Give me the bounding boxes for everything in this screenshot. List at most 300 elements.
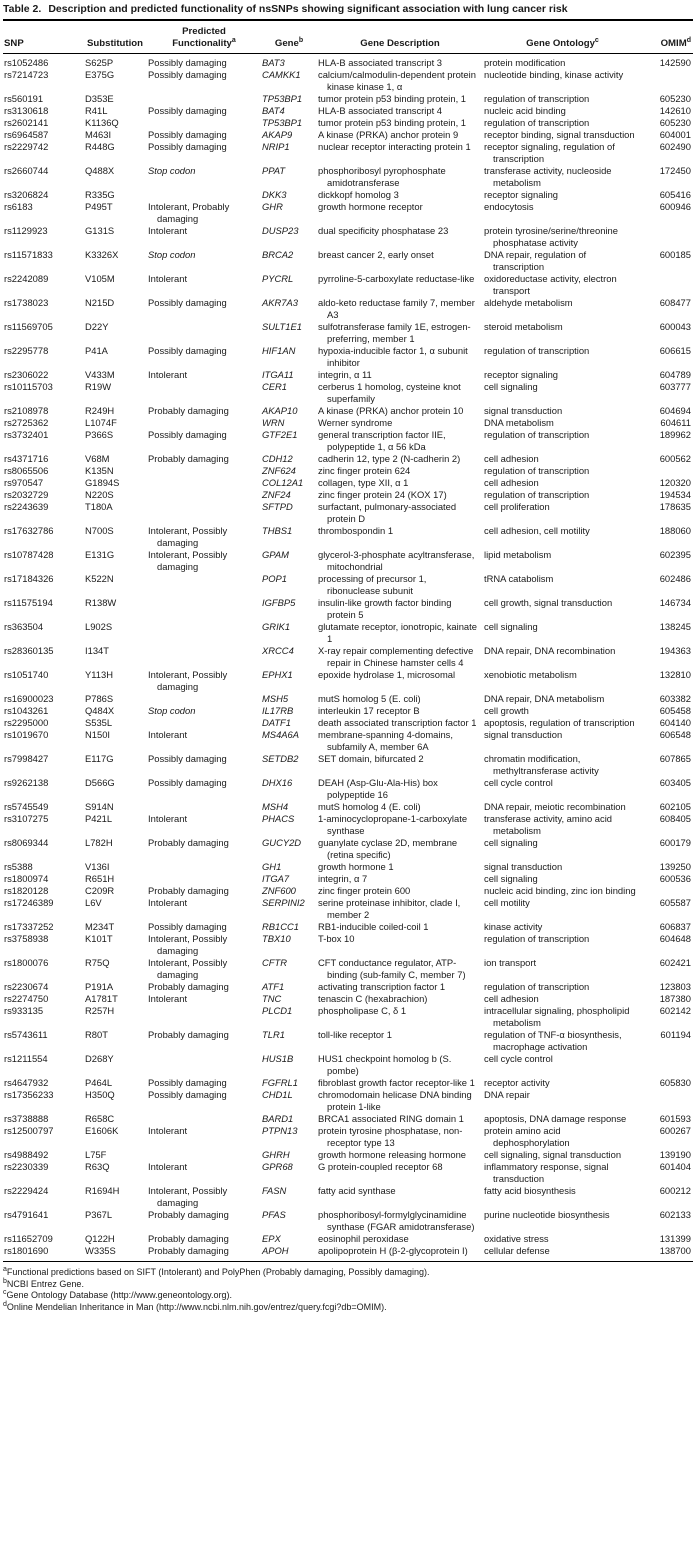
cell-desc: hypoxia-inducible factor 1, α subunit inhibitor	[318, 345, 468, 368]
cell-omim	[642, 273, 693, 297]
cell-snp: rs5745549	[4, 801, 49, 812]
cell-sub: P366S	[85, 429, 114, 440]
cell-desc: processing of precursor 1, ribonuclease subunit	[318, 573, 427, 596]
cell-snp: rs8069344	[4, 837, 49, 848]
table-row	[3, 189, 693, 201]
table-row	[3, 1125, 693, 1149]
cell-snp: rs3107275	[4, 813, 49, 824]
cell-sub: K101T	[85, 933, 113, 944]
cell-sub: R651H	[85, 873, 115, 884]
cell-snp: rs11569705	[4, 321, 53, 332]
cell-omim: 605458	[659, 705, 691, 716]
cell-onto: steroid metabolism	[484, 321, 563, 332]
cell-snp: rs2243639	[4, 501, 49, 512]
snp-table	[3, 21, 693, 1257]
cell-snp: rs11571833	[4, 249, 53, 260]
cell-desc: breast cancer 2, early onset	[318, 249, 434, 260]
footnote-marker: a	[3, 1266, 7, 1273]
cell-omim: 146734	[659, 597, 691, 608]
cell-snp: rs7998427	[4, 753, 49, 764]
cell-snp: rs2660744	[4, 165, 49, 176]
cell-sub: G1894S	[85, 477, 120, 488]
cell-snp: rs8065506	[4, 465, 49, 476]
cell-func	[147, 189, 261, 201]
table-row	[3, 1233, 693, 1245]
cell-func: Possibly damaging	[148, 129, 227, 140]
cell-onto: cell proliferation	[484, 501, 550, 512]
table-row	[3, 54, 693, 70]
column-label: SNP	[4, 37, 24, 49]
cell-sub: L902S	[85, 621, 113, 632]
cell-func: Intolerant	[148, 273, 188, 284]
cell-func: Possibly damaging	[148, 1077, 227, 1088]
cell-gene: SERPINI2	[262, 897, 305, 908]
column-label: Predicted Functionality	[172, 26, 232, 49]
cell-sub: N220S	[85, 489, 114, 500]
cell-func: Intolerant	[148, 369, 188, 380]
cell-func	[147, 573, 261, 597]
cell-omim: 600212	[659, 1185, 691, 1196]
cell-snp: rs9262138	[4, 777, 49, 788]
cell-sub: Q488X	[85, 165, 115, 176]
table-row	[3, 273, 693, 297]
cell-sub: H350Q	[85, 1089, 115, 1100]
cell-omim: 604140	[659, 717, 691, 728]
cell-snp: rs17356233	[4, 1089, 54, 1100]
cell-onto: ion transport	[484, 957, 537, 968]
table-title	[3, 2, 693, 21]
cell-onto: intracellular signaling, phospholipid metabolism	[484, 1005, 630, 1028]
cell-onto: receptor signaling	[484, 189, 559, 200]
cell-gene: CDH12	[262, 453, 293, 464]
column-header-func	[147, 21, 261, 54]
cell-desc: DEAH (Asp-Glu-Ala-His) box polypeptide 16	[318, 777, 438, 800]
table-row	[3, 669, 693, 693]
cell-snp: rs4371716	[4, 453, 49, 464]
cell-gene: TP53BP1	[262, 117, 303, 128]
cell-onto: DNA repair, DNA metabolism	[484, 693, 605, 704]
cell-desc: glycerol-3-phosphate acyltransferase, mitochondrial	[318, 549, 475, 572]
table-row	[3, 873, 693, 885]
cell-omim: 601593	[659, 1113, 691, 1124]
cell-desc: A kinase (PRKA) anchor protein 9	[318, 129, 459, 140]
cell-desc: dickkopf homolog 3	[318, 189, 399, 200]
cell-omim: 172450	[659, 165, 691, 176]
cell-sub: R138W	[85, 597, 117, 608]
cell-onto: transferase activity, nucleoside metabolism	[484, 165, 612, 188]
cell-sub: R335G	[85, 189, 115, 200]
cell-gene: MSH4	[262, 801, 289, 812]
cell-desc: phosphoribosyl pyrophosphate amidotransferase	[318, 165, 446, 188]
cell-desc: X-ray repair complementing defective repair in Chinese hamster cells 4	[318, 645, 474, 668]
cell-snp: rs17337252	[4, 921, 54, 932]
footnote	[3, 1302, 693, 1314]
cell-onto: protein modification	[484, 57, 566, 68]
cell-onto: regulation of transcription	[484, 117, 590, 128]
cell-omim: 601194	[660, 1029, 691, 1040]
cell-gene: ITGA7	[262, 873, 290, 884]
cell-sub: I134T	[85, 645, 109, 656]
cell-sub: E131G	[85, 549, 115, 560]
cell-onto: fatty acid biosynthesis	[484, 1185, 576, 1196]
cell-onto: cell adhesion	[484, 477, 539, 488]
cell-sub: K3326X	[85, 249, 119, 260]
cell-func	[147, 693, 261, 705]
cell-snp: rs17246389	[4, 897, 54, 908]
cell-snp: rs560191	[4, 93, 44, 104]
cell-gene: MS4A6A	[262, 729, 299, 740]
cell-sub: R80T	[85, 1029, 108, 1040]
column-header-omim	[642, 21, 693, 54]
cell-func: Intolerant, Possibly damaging	[148, 1185, 228, 1208]
cell-onto: regulation of TNF-α biosynthesis, macrophage activation	[484, 1029, 622, 1052]
cell-onto: DNA repair, regulation of transcription	[484, 249, 587, 272]
footnote-text: NCBI Entrez Gene.	[6, 1278, 84, 1289]
cell-desc: membrane-spanning 4-domains, subfamily A, member 6A	[318, 729, 453, 752]
footnote	[3, 1267, 693, 1279]
cell-snp: rs3758938	[4, 933, 49, 944]
column-footnote-marker: b	[298, 36, 304, 44]
cell-sub: P786S	[85, 693, 114, 704]
cell-sub: P495T	[85, 201, 113, 212]
table-row	[3, 1113, 693, 1125]
cell-gene: IL17RB	[262, 705, 294, 716]
cell-desc: death associated transcription factor 1	[318, 717, 477, 728]
cell-gene: DKK3	[262, 189, 287, 200]
cell-snp: rs6183	[4, 201, 33, 212]
cell-func: Probably damaging	[148, 885, 229, 896]
cell-onto: regulation of transcription	[484, 345, 590, 356]
cell-onto: inflammatory response, signal transduction	[484, 1161, 609, 1184]
cell-func: Stop codon	[148, 249, 196, 260]
table-row	[3, 117, 693, 129]
cell-sub: W335S	[85, 1245, 116, 1256]
table-row	[3, 429, 693, 453]
cell-func: Intolerant	[148, 729, 188, 740]
cell-desc: fibroblast growth factor receptor-like 1	[318, 1077, 475, 1088]
cell-omim: 132810	[659, 669, 691, 680]
table-row	[3, 465, 693, 477]
table-number: Table 2.	[3, 3, 42, 15]
cell-omim: 605416	[659, 189, 691, 200]
cell-sub: P191A	[85, 981, 114, 992]
cell-onto: cell growth, signal transduction	[484, 597, 613, 608]
cell-gene: TLR1	[262, 1029, 285, 1040]
cell-func: Possibly damaging	[148, 297, 227, 308]
cell-func: Probably damaging	[148, 1245, 229, 1256]
cell-omim: 603405	[659, 777, 691, 788]
cell-desc: T-box 10	[318, 933, 355, 944]
cell-sub: Q122H	[85, 1233, 115, 1244]
cell-desc: HUS1 checkpoint homolog b (S. pombe)	[318, 1053, 452, 1076]
cell-desc: mutS homolog 5 (E. coli)	[318, 693, 421, 704]
cell-desc: HLA-B associated transcript 4	[318, 105, 443, 116]
cell-snp: rs3738888	[4, 1113, 49, 1124]
cell-snp: rs2725362	[4, 417, 49, 428]
cell-func: Stop codon	[148, 705, 196, 716]
cell-onto: endocytosis	[484, 201, 534, 212]
column-label: OMIM	[660, 37, 687, 49]
cell-omim: 138700	[659, 1245, 691, 1256]
cell-gene: GRIK1	[262, 621, 291, 632]
cell-sub: V68M	[85, 453, 110, 464]
cell-gene: MSH5	[262, 693, 289, 704]
cell-onto: oxidoreductase activity, electron transport	[484, 273, 617, 296]
cell-snp: rs7214723	[4, 69, 49, 80]
cell-sub: R63Q	[85, 1161, 110, 1172]
cell-snp: rs2306022	[4, 369, 49, 380]
cell-desc: glutamate receptor, ionotropic, kainate 1	[318, 621, 477, 644]
cell-onto: chromatin modification, methyltransferase activity	[484, 753, 599, 776]
cell-sub: S535L	[85, 717, 113, 728]
cell-gene: GHRH	[262, 1149, 290, 1160]
cell-onto: apoptosis, regulation of transcription	[484, 717, 635, 728]
table-row	[3, 861, 693, 873]
cell-gene: BAT3	[262, 57, 285, 68]
table-row	[3, 249, 693, 273]
footnotes	[3, 1261, 693, 1313]
cell-desc: chromodomain helicase DNA binding protein 1-like	[318, 1089, 472, 1112]
cell-desc: phospholipase C, δ 1	[318, 1005, 407, 1016]
cell-gene: PFAS	[262, 1209, 286, 1220]
cell-omim: 605230	[659, 93, 691, 104]
cell-gene: CHD1L	[262, 1089, 293, 1100]
table-row	[3, 549, 693, 573]
cell-sub: E375G	[85, 69, 115, 80]
cell-desc: growth hormone receptor	[318, 201, 423, 212]
table-row	[3, 105, 693, 117]
table-row	[3, 621, 693, 645]
cell-func	[147, 381, 261, 405]
cell-onto: signal transduction	[484, 729, 563, 740]
cell-snp: rs4647932	[4, 1077, 49, 1088]
cell-onto: nucleic acid binding, zinc ion binding	[484, 885, 636, 896]
cell-desc: aldo-keto reductase family 7, member A3	[318, 297, 475, 320]
cell-desc: cerberus 1 homolog, cysteine knot superfamily	[318, 381, 461, 404]
cell-gene: EPX	[262, 1233, 281, 1244]
table-row	[3, 1209, 693, 1233]
cell-omim	[642, 1053, 693, 1077]
cell-desc: general transcription factor IIE, polypeptide 1, α 56 kDa	[318, 429, 446, 452]
cell-omim: 605830	[659, 1077, 691, 1088]
cell-desc: sulfotransferase family 1E, estrogen-preferring, member 1	[318, 321, 471, 344]
cell-gene: AKAP9	[262, 129, 293, 140]
cell-func	[147, 1113, 261, 1125]
cell-snp: rs16900023	[4, 693, 54, 704]
table-row	[3, 1245, 693, 1257]
table-row	[3, 501, 693, 525]
cell-snp: rs2230339	[4, 1161, 49, 1172]
cell-desc: SET domain, bifurcated 2	[318, 753, 424, 764]
table-row	[3, 201, 693, 225]
cell-desc: collagen, type XII, α 1	[318, 477, 409, 488]
cell-omim: 142610	[659, 105, 691, 116]
cell-sub: D566G	[85, 777, 115, 788]
cell-onto: nucleic acid binding	[484, 105, 566, 116]
footnote-marker: b	[3, 1277, 7, 1285]
cell-omim	[642, 885, 693, 897]
cell-func	[147, 477, 261, 489]
cell-omim: 604789	[659, 369, 691, 380]
cell-gene: GPR68	[262, 1161, 293, 1172]
header-row	[3, 21, 693, 54]
cell-omim: 187380	[659, 993, 691, 1004]
cell-snp: rs1738023	[4, 297, 49, 308]
table-row	[3, 777, 693, 801]
cell-sub: Q484X	[85, 705, 115, 716]
cell-onto: protein tyrosine/serine/threonine phosphatase activity	[484, 225, 618, 248]
table-row	[3, 729, 693, 753]
cell-onto: receptor signaling, regulation of transcription	[484, 141, 615, 164]
cell-desc: apolipoprotein H (β-2-glycoprotein I)	[318, 1245, 468, 1256]
cell-omim: 600267	[659, 1125, 691, 1136]
cell-omim: 600043	[659, 321, 691, 332]
cell-func	[147, 873, 261, 885]
cell-desc: G protein-coupled receptor 68	[318, 1161, 443, 1172]
cell-onto: tRNA catabolism	[484, 573, 554, 584]
cell-sub: R257H	[85, 1005, 115, 1016]
cell-gene: SULT1E1	[262, 321, 302, 332]
cell-onto: protein amino acid dephosphorylation	[484, 1125, 570, 1148]
cell-snp: rs5388	[4, 861, 33, 872]
cell-gene: GTF2E1	[262, 429, 298, 440]
cell-desc: mutS homolog 4 (E. coli)	[318, 801, 421, 812]
cell-omim	[642, 69, 693, 93]
footnote-text: Functional predictions based on SIFT (Intolerant) and PolyPhen (Probably damaging, Possibly damaging).	[6, 1267, 430, 1277]
cell-func: Stop codon	[148, 165, 196, 176]
cell-snp: rs5743611	[4, 1029, 48, 1040]
cell-snp: rs1800076	[4, 957, 49, 968]
cell-func: Possibly damaging	[148, 753, 227, 764]
cell-gene: GH1	[262, 861, 282, 872]
cell-gene: POP1	[262, 573, 288, 584]
cell-omim: 602490	[659, 141, 691, 152]
table-row	[3, 225, 693, 249]
cell-gene: ITGA11	[262, 369, 294, 380]
cell-sub: E1606K	[85, 1125, 119, 1136]
table-row	[3, 957, 693, 981]
cell-snp: rs11575194	[4, 597, 53, 608]
cell-func	[147, 645, 261, 669]
table-row	[3, 1005, 693, 1029]
cell-onto: cell adhesion, cell motility	[484, 525, 590, 536]
cell-desc: guanylate cyclase 2D, membrane (retina specific)	[318, 837, 458, 860]
cell-gene: GPAM	[262, 549, 289, 560]
table-row	[3, 705, 693, 717]
cell-desc: tumor protein p53 binding protein, 1	[318, 93, 467, 104]
cell-snp: rs1211554	[4, 1053, 48, 1064]
column-label: Gene Description	[360, 37, 440, 49]
cell-sub: N700S	[85, 525, 114, 536]
cell-sub: M234T	[85, 921, 115, 932]
cell-sub: K1136Q	[85, 117, 119, 128]
cell-desc: CFT conductance regulator, ATP-binding (sub-family C, member 7)	[318, 957, 466, 980]
table-row	[3, 897, 693, 921]
cell-sub: V433M	[85, 369, 115, 380]
cell-sub: P41A	[85, 345, 108, 356]
cell-func: Intolerant, Possibly damaging	[148, 549, 228, 572]
cell-func: Possibly damaging	[148, 105, 227, 116]
cell-snp: rs4791641	[4, 1209, 49, 1220]
cell-snp: rs3732401	[4, 429, 49, 440]
cell-omim: 600179	[659, 837, 691, 848]
cell-sub: R249H	[85, 405, 115, 416]
cell-sub: R448G	[85, 141, 115, 152]
cell-gene: EPHX1	[262, 669, 293, 680]
column-header-sub	[83, 21, 147, 54]
cell-gene: BRCA2	[262, 249, 294, 260]
cell-desc: thrombospondin 1	[318, 525, 394, 536]
cell-desc: calcium/calmodulin-dependent protein kinase kinase 1, α	[318, 69, 476, 92]
cell-gene: ZNF600	[262, 885, 296, 896]
cell-snp: rs28360135	[4, 645, 54, 656]
cell-omim: 600562	[659, 453, 691, 464]
table-row	[3, 717, 693, 729]
cell-desc: zinc finger protein 24 (KOX 17)	[318, 489, 447, 500]
table-row	[3, 93, 693, 105]
cell-omim	[642, 465, 693, 477]
cell-onto: apoptosis, DNA damage response	[484, 1113, 627, 1124]
cell-desc: interleukin 17 receptor B	[318, 705, 420, 716]
cell-onto: cell signaling	[484, 837, 538, 848]
cell-omim: 178635	[659, 501, 691, 512]
table-row	[3, 297, 693, 321]
cell-func: Probably damaging	[148, 981, 229, 992]
cell-sub: R75Q	[85, 957, 110, 968]
cell-snp: rs1820128	[4, 885, 49, 896]
cell-omim: 600185	[659, 249, 691, 260]
table-row	[3, 369, 693, 381]
cell-snp: rs2230674	[4, 981, 49, 992]
cell-gene: AKAP10	[262, 405, 298, 416]
cell-func	[147, 1149, 261, 1161]
cell-gene: SETDB2	[262, 753, 299, 764]
cell-desc: epoxide hydrolase 1, microsomal	[318, 669, 456, 680]
cell-gene: ZNF624	[262, 465, 296, 476]
cell-gene: FASN	[262, 1185, 287, 1196]
cell-gene: DHX16	[262, 777, 293, 788]
cell-desc: fatty acid synthase	[318, 1185, 396, 1196]
cell-onto: transferase activity, amino acid metabolism	[484, 813, 613, 836]
cell-sub: P367L	[85, 1209, 113, 1220]
cell-desc: 1-aminocyclopropane-1-carboxylate synthase	[318, 813, 468, 836]
cell-func	[147, 321, 261, 345]
cell-gene: COL12A1	[262, 477, 304, 488]
cell-omim	[642, 1089, 693, 1113]
cell-sub: P421L	[85, 813, 113, 824]
cell-sub: K135N	[85, 465, 114, 476]
table-row	[3, 1053, 693, 1077]
cell-desc: serine proteinase inhibitor, clade I, member 2	[318, 897, 461, 920]
cell-func	[147, 465, 261, 477]
cell-onto: signal transduction	[484, 405, 563, 416]
cell-omim: 123803	[659, 981, 691, 992]
cell-onto: oxidative stress	[484, 1233, 549, 1244]
cell-sub: K522N	[85, 573, 114, 584]
cell-func: Possibly damaging	[148, 69, 227, 80]
cell-gene: HIF1AN	[262, 345, 296, 356]
cell-onto: cell cycle control	[484, 1053, 553, 1064]
cell-sub: L782H	[85, 837, 113, 848]
cell-func: Intolerant	[148, 897, 188, 908]
column-label: Substitution	[87, 37, 143, 49]
cell-gene: TNC	[262, 993, 282, 1004]
table-row	[3, 813, 693, 837]
table-row	[3, 933, 693, 957]
footnote	[3, 1279, 693, 1291]
cell-sub: N215D	[85, 297, 115, 308]
cell-omim: 120320	[659, 477, 691, 488]
